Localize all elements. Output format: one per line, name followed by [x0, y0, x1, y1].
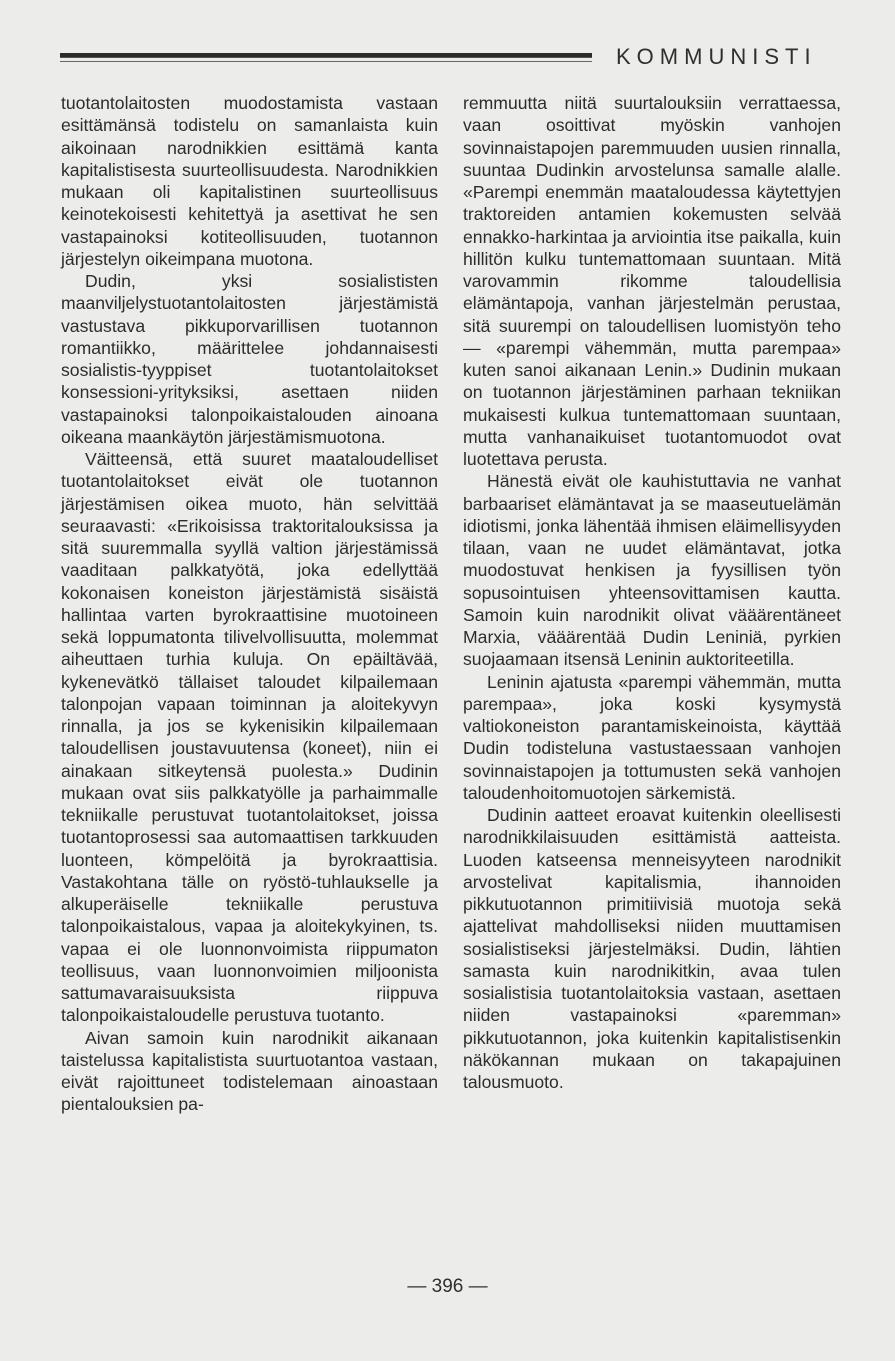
running-head: KOMMUNISTI — [616, 44, 817, 69]
paragraph: Dudin, yksi sosialististen maanviljelystuotantolaitosten järjestämistä vastustava pikkuporvarillisen tuotannon romantiikko, määrittelee johdannaisesti sosialistis-tyyppiset tuotantolaitokset konsessioni-yrityksiksi, asettaen niiden vastapainoksi talonpoikaistalouden ainoana oikeana maankäytön järjestämismuotona. — [61, 271, 438, 447]
paragraph: remmuutta niitä suurtalouksiin verrattaessa, vaan osoittivat myöskin vanhojen sovinnaistapojen paremmuuden uusien rinnalla, suuntaa Dudinkin arvostelunsa samalle alalle. «Parempi enemmän maataloudessa käytettyjen traktoreiden antamien kokemusten selvää ennakko-harkintaa ja arviointia itse paikalla, kuin hillitön kulku tuntemattomaan suuntaan. Mitä varovammin rikomme taloudellisia elämäntapoja, vanhan järjestelmän perustaa, sitä suurempi on taloudellisen luomistyön teho — «parempi vähemmän, mutta parempaa» kuten sanoi aikanaan Lenin.» Dudinin mukaan on tuotannon järjestäminen parhaan tekniikan mukaisesti kulkua tuntemattomaan suuntaan, mutta vanhanaikuiset tuotantomuodot ovat luotettava perusta. — [463, 93, 841, 469]
page-number: — 396 — — [407, 1276, 488, 1297]
paragraph: Hänestä eivät ole kauhistuttavia ne vanhat barbaariset elämäntavat ja se maaseutuelämän idiotismi, jonka lähentää ihmisen eläimellisyyden tilaan, vaan ne uudet elämäntavat, jotka muodostuvat henkisen ja fyysillisen työn sopusointuisen yhteensovittamisen kautta. Samoin kuin narodnikit olivat vääärentäneet Marxia, vääärentää Dudin Leniniä, pyrkien suojaamaan itsensä Leninin auktoriteetilla. — [463, 471, 841, 670]
right-column — [463, 92, 841, 1093]
paragraph: Dudinin aatteet eroavat kuitenkin oleellisesti narodnikkilaisuuden esittämistä aatteista. Luoden katseensa menneisyyteen narodnikit arvostelivat kapitalismia, ihannoiden pikkutuotannon primitiivisiä muotoja sekä ajattelivat mahdolliseksi niiden muuttamisen sosialistiseksi järjestelmäksi. Dudin, lähtien samasta kuin narodnikitkin, avaa tulen sosialistisia tuotantolaitoksia vastaan, asettaen niiden vastapainoksi «paremman» pikkutuotannon, joka kuitenkin kapitalistisenkin näkökannan mukaan on takapajuinen talousmuoto. — [463, 805, 841, 1092]
paragraph: Väitteensä, että suuret maataloudelliset tuotantolaitokset eivät ole tuotannon järjestämisen oikea muoto, hän selvittää seuraavasti: «Erikoisissa traktoritalouksissa ja sitä suuremmalla syyllä valtion järjestämissä vaaditaan palkkatyötä, joka edellyttää kokonaisen koneiston järjestämistä sisäistä hallintaa varten byrokraattisine muotoineen sekä loppumatonta tilivelvollisuutta, molemmat aiheuttaen turhia kuluja. On epäiltävää, kykenevätkö tällaiset taloudet kilpailemaan talonpojan vapaan toiminnan ja aloitekyvyn rinnalla, ja jos se kykenisikin kilpailemaan taloudellisen joustavuutensa (koneet), niin ei ainakaan sitkeytensä puolesta.» Dudinin mukaan ovat siis palkkatyölle ja parhaimmalle tekniikalle perustuvat tuotantolaitokset, joissa tuotantoprosessi saa automaattisen tarkkuuden luonteen, kömpelöitä ja byrokraattisia. Vastakohtana tälle on ryöstö-tuhlaukselle ja alkuperäiselle tekniikalle perustuva talonpoikaistalous, vapaa ja aloitekykyinen, ts. vapaa ei ole luonnonvoimista riippumaton teollisuus, vaan luonnonvoimien miljoonista sattumavaraisuuksista riippuva talonpoikaistaloudelle perustuva tuotanto. — [61, 449, 438, 1026]
left-column — [61, 92, 438, 1116]
paragraph: Leninin ajatusta «parempi vähemmän, mutta parempaa», joka koski kysymystä valtiokoneiston parantamiskeinoista, käyttää Dudin todisteluna vastustaessaan vanhojen sovinnaistapojen ja tottumusten sekä vanhojen taloudenhoitomuotojen särkemistä. — [463, 671, 841, 803]
header-rule — [60, 53, 592, 58]
paragraph: Aivan samoin kuin narodnikit aikanaan taistelussa kapitalistista suurtuotantoa vastaan, eivät rajoittuneet todistelemaan ainoastaan pientalouksien pa- — [61, 1027, 438, 1115]
paragraph: tuotantolaitosten muodostamista vastaan esittämänsä todistelu on samanlaista kuin aikoinaan narodnikkien esittämä kanta kapitalistisesta suurteollisuudesta. Narodnikkien mukaan oli kapitalistinen suurteollisuus keinotekoisesti kehitettyä ja asettivat he sen vastapainoksi kotiteollisuuden, tuotannon järjestelyn oikeimpana muotona. — [61, 93, 438, 269]
